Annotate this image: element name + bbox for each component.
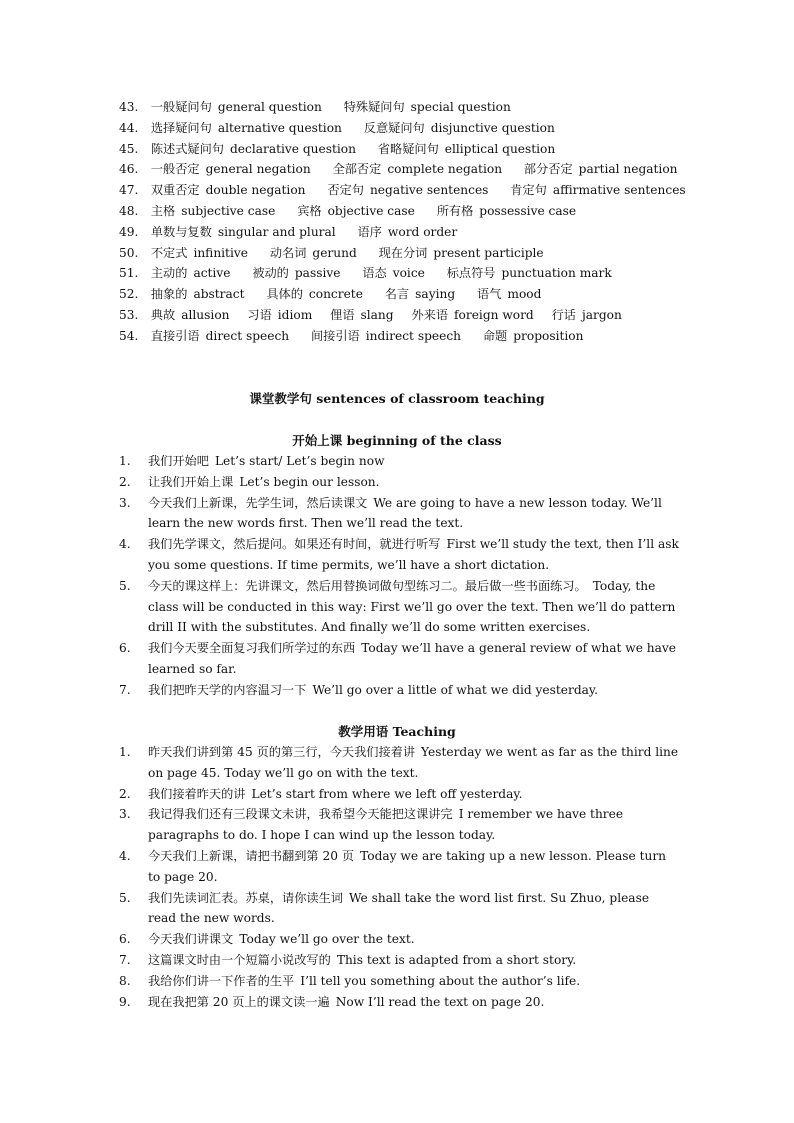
item-zh: 我们先学课文，然后提问。如果还有时间，就进行听写	[148, 537, 441, 552]
item-en: I remember we have three paragraphs to do. I hope I can wind up the lesson today.	[148, 807, 624, 843]
term-number: 45.	[119, 141, 139, 156]
term-number: 53.	[119, 307, 139, 322]
item-number: 7.	[119, 952, 131, 967]
term-zh: 被动的	[252, 266, 289, 281]
term-number: 48.	[119, 203, 139, 218]
item-number: 9.	[119, 994, 131, 1009]
term-number: 51.	[119, 266, 139, 281]
term-zh: 主格	[150, 203, 176, 218]
term-en: proposition	[513, 328, 584, 343]
term-row	[119, 97, 719, 118]
term-en: mood	[507, 287, 542, 302]
list-item	[119, 992, 679, 1013]
term-en: singular and plural	[217, 224, 336, 239]
term-en: voice	[392, 266, 425, 281]
term-zh: 肯定句	[510, 183, 547, 198]
item-zh: 我们先读词汇表。苏桌，请你读生词	[148, 890, 343, 905]
term-zh: 部分否定	[523, 162, 573, 177]
section-title-teaching: 教学用语 Teaching	[338, 724, 456, 739]
item-number: 8.	[119, 973, 131, 988]
list-item	[119, 576, 679, 638]
list-item	[119, 971, 679, 992]
term-number: 54.	[119, 328, 139, 343]
list-item	[119, 451, 679, 472]
item-en: Today we’ll have a general review of what we have learned so far.	[148, 641, 677, 676]
term-zh: 间接引语	[311, 328, 360, 343]
term-en: declarative question	[230, 141, 356, 156]
term-zh: 习语	[247, 307, 272, 322]
term-zh: 宾格	[297, 203, 322, 218]
term-zh: 全部否定	[332, 162, 382, 177]
term-en: negative sentences	[369, 183, 489, 198]
term-en: disjunctive question	[430, 120, 555, 135]
term-row	[119, 243, 719, 264]
term-zh: 省略疑问句	[377, 141, 439, 156]
item-en: Today we’ll go over the text.	[239, 932, 415, 947]
list-item	[119, 846, 679, 888]
term-en: infinitive	[193, 245, 248, 260]
term-zh: 现在分词	[378, 245, 428, 260]
item-en: Today we are taking up a new lesson. Please turn to page 20.	[148, 848, 667, 884]
term-zh: 抽象的	[150, 287, 188, 302]
term-en: present participle	[433, 245, 544, 260]
item-en: I’ll tell you something about the author’s life.	[300, 973, 581, 988]
term-en: concrete	[308, 287, 363, 302]
term-number: 50.	[119, 245, 139, 260]
term-zh: 反意疑问句	[363, 120, 425, 135]
term-en: word order	[387, 224, 458, 239]
item-en: This text is adapted from a short story.	[336, 952, 577, 967]
item-en: We shall take the word list first. Su Zhuo, please read the new words.	[148, 890, 650, 926]
item-zh: 我们接着昨天的讲	[148, 786, 246, 801]
item-en: Let’s begin our lesson.	[239, 474, 380, 489]
term-zh: 特殊疑问句	[343, 100, 405, 114]
term-en: slang	[360, 307, 394, 322]
term-zh: 否定句	[327, 183, 364, 198]
item-en: Yesterday we went as far as the third line on page 45. Today we’ll go on with the text.	[148, 745, 679, 780]
term-zh: 一般疑问句	[150, 100, 212, 114]
item-zh: 我们开始吧	[148, 454, 209, 468]
item-zh: 今天的课这样上：先讲课文，然后用替换词做句型练习二。最后做一些书面练习。	[148, 578, 587, 593]
item-zh: 昨天我们讲到第 45 页的第三行，今天我们接着讲	[148, 745, 416, 759]
term-en: gerund	[312, 245, 357, 260]
item-number: 1.	[119, 745, 131, 759]
term-en: direct speech	[205, 328, 290, 343]
term-en: idiom	[277, 307, 313, 322]
main-title: 课堂教学句 sentences of classroom teaching	[249, 391, 545, 406]
item-en: Now I’ll read the text on page 20.	[335, 994, 545, 1009]
term-en: elliptical question	[444, 141, 556, 156]
item-zh: 这篇课文时由一个短篇小说改写的	[148, 952, 331, 967]
term-number: 49.	[119, 224, 139, 239]
term-en: objective case	[327, 203, 415, 218]
term-zh: 语态	[362, 266, 387, 281]
item-number: 6.	[119, 932, 131, 947]
term-en: allusion	[181, 307, 230, 322]
item-zh: 我记得我们还有三段课文未讲，我希望今天能把这课讲完	[148, 807, 453, 822]
term-en: subjective case	[181, 203, 276, 218]
item-zh: 今天我们上新课，先学生词，然后读课文	[148, 495, 368, 510]
term-en: complete negation	[387, 162, 503, 177]
item-number: 5.	[119, 890, 131, 905]
term-zh: 外来语	[411, 307, 449, 322]
list-item	[119, 680, 679, 701]
item-number: 2.	[119, 786, 131, 801]
term-en: possessive case	[479, 203, 577, 218]
list-item	[119, 493, 679, 535]
term-en: general negation	[205, 162, 311, 177]
item-number: 4.	[119, 537, 131, 552]
list-item	[119, 950, 679, 971]
term-en: partial negation	[578, 162, 678, 177]
term-zh: 具体的	[266, 287, 303, 302]
item-number: 1.	[119, 454, 131, 468]
term-row	[119, 284, 719, 305]
term-en: saying	[415, 287, 456, 302]
term-zh: 不定式	[150, 245, 188, 260]
item-zh: 我给你们讲一下作者的生平	[148, 973, 295, 988]
term-row	[119, 222, 719, 243]
term-row	[119, 159, 719, 180]
term-list	[119, 97, 719, 347]
term-zh: 命题	[482, 328, 508, 343]
item-zh: 让我们开始上课	[148, 474, 234, 489]
list-item	[119, 804, 679, 846]
term-row	[119, 180, 719, 201]
term-number: 52.	[119, 287, 139, 302]
term-zh: 俚语	[330, 307, 355, 322]
term-zh: 行话	[551, 307, 576, 322]
term-number: 46.	[119, 162, 139, 177]
item-en: Let’s start/ Let’s begin now	[214, 454, 385, 468]
item-en: We’ll go over a little of what we did yesterday.	[312, 682, 599, 697]
term-zh: 主动的	[150, 266, 188, 281]
item-en: First we’ll study the text, then I’ll ask you some questions. If time permits, we’ll have a short dictation.	[148, 537, 679, 572]
list-item	[119, 929, 679, 950]
list-item	[119, 742, 679, 784]
term-en: active	[193, 266, 231, 281]
term-zh: 所有格	[436, 203, 474, 218]
list-item	[119, 638, 679, 680]
list-item	[119, 888, 679, 930]
term-en: indirect speech	[365, 328, 461, 343]
term-row	[119, 118, 719, 139]
term-number: 47.	[119, 183, 139, 198]
term-en: alternative question	[217, 120, 342, 135]
term-zh: 直接引语	[150, 328, 200, 343]
item-number: 3.	[119, 495, 131, 510]
term-zh: 陈述式疑问句	[150, 141, 224, 156]
list-item	[119, 472, 679, 493]
term-row	[119, 201, 719, 222]
term-row	[119, 139, 719, 160]
term-en: foreign word	[454, 307, 534, 322]
item-number: 3.	[119, 807, 131, 822]
item-zh: 我们今天要全面复习我们所学过的东西	[148, 641, 356, 656]
term-zh: 动名词	[269, 245, 307, 260]
item-number: 6.	[119, 641, 131, 656]
term-zh: 双重否定	[150, 183, 200, 198]
item-number: 2.	[119, 474, 131, 489]
item-zh: 我们把昨天学的内容温习一下	[148, 682, 307, 697]
term-zh: 标点符号	[446, 266, 496, 281]
term-en: special question	[410, 100, 511, 114]
item-en: We are going to have a new lesson today. We’ll learn the new words first. Then we’ll read the text.	[148, 495, 662, 531]
term-en: double negation	[205, 183, 306, 198]
term-zh: 典故	[150, 307, 176, 322]
term-number: 43.	[119, 100, 139, 114]
list-item	[119, 784, 679, 805]
beginning-list	[119, 451, 679, 701]
term-zh: 语序	[357, 224, 382, 239]
item-number: 5.	[119, 578, 131, 593]
item-zh: 现在我把第 20 页上的课文读一遍	[148, 994, 330, 1009]
term-en: affirmative sentences	[552, 183, 686, 198]
teaching-list	[119, 742, 679, 1012]
item-number: 7.	[119, 682, 131, 697]
item-zh: 今天我们上新课，请把书翻到第 20 页	[148, 848, 355, 863]
section-title-beginning: 开始上课 beginning of the class	[292, 433, 502, 448]
term-row	[119, 263, 719, 284]
term-en: general question	[217, 100, 322, 114]
term-en: abstract	[193, 287, 245, 302]
term-zh: 单数与复数	[150, 224, 212, 239]
term-en: passive	[294, 266, 341, 281]
term-en: jargon	[582, 307, 622, 322]
list-item	[119, 534, 679, 576]
item-en: Today, the class will be conducted in this way: First we’ll go over the text. Then we’ll do pattern drill II with the substitutes. And finally we’ll do some written exercises.	[148, 578, 676, 635]
term-zh: 名言	[384, 287, 410, 302]
term-zh: 选择疑问句	[150, 120, 212, 135]
term-row	[119, 326, 719, 347]
term-zh: 一般否定	[150, 162, 200, 177]
item-zh: 今天我们讲课文	[148, 932, 234, 947]
term-zh: 语气	[477, 287, 502, 302]
item-number: 4.	[119, 848, 131, 863]
term-en: punctuation mark	[501, 266, 612, 281]
term-number: 44.	[119, 120, 139, 135]
item-en: Let’s start from where we left off yesterday.	[251, 786, 523, 801]
term-row	[119, 305, 719, 326]
